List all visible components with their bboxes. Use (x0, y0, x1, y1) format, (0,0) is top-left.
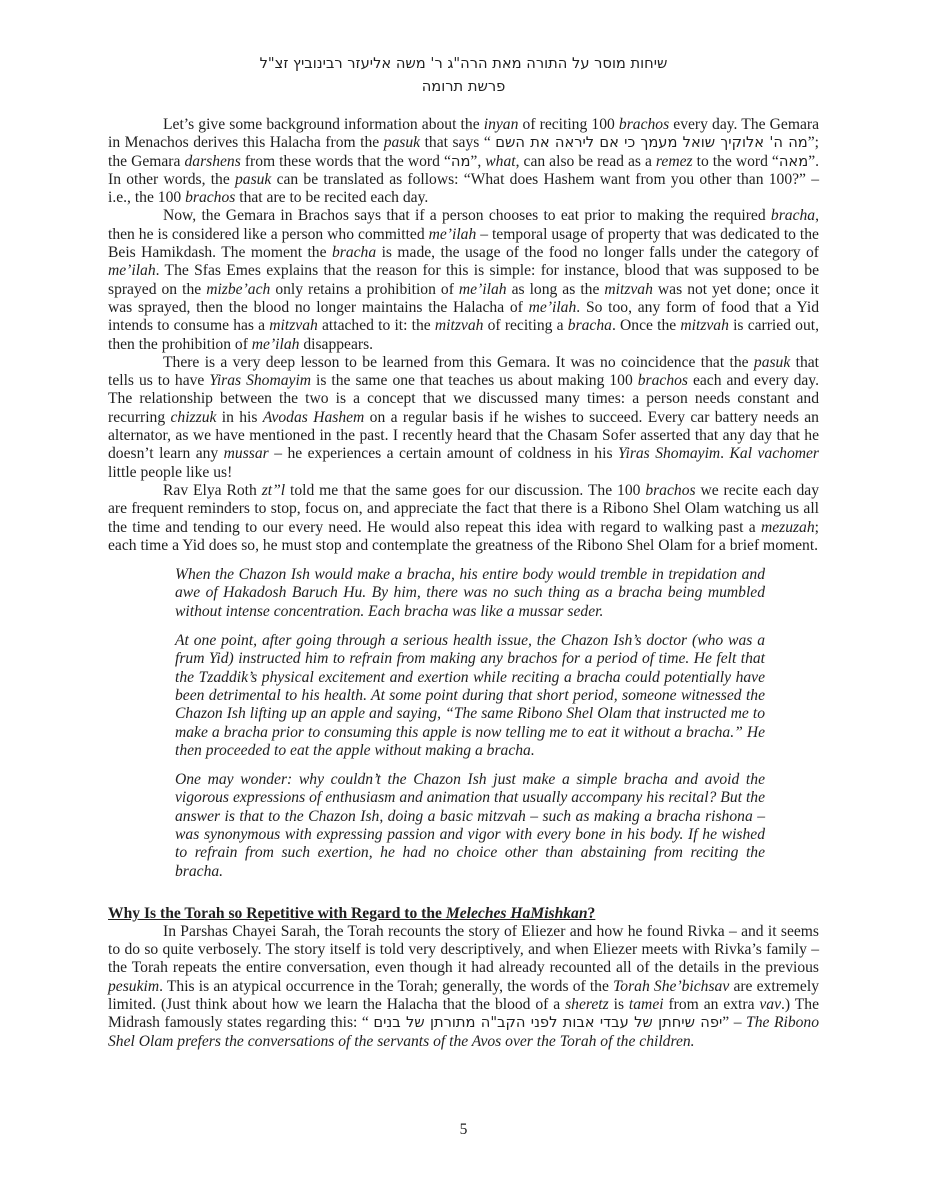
section-heading-meleches-hamishkan: Why Is the Torah so Repetitive with Regard to the Meleches HaMishkan? (108, 904, 596, 922)
paragraph-meilah: Now, the Gemara in Brachos says that if a person chooses to eat prior to making the required bracha, then he is considered like a person who committed me’ilah – temporal usage of property that was dedicated to the Beis Hamikdash. The moment the bracha is made, the usage of the food no longer falls under the category of me’ilah. The Sfas Emes explains that the reason for this is simple: for instance, blood that was supposed to be sprayed on the mizbe’ach only retains a prohibition of me’ilah as long as the mitzvah was not yet done; once it was sprayed, then the blood no longer maintains the Halacha of me’ilah. So too, any form of food that a Yid intends to consume has a mitzvah attached to it: the mitzvah of reciting a bracha. Once the mitzvah is carried out, then the prohibition of me’ilah disappears. (108, 207, 819, 353)
quote-chazon-ish-trembling: When the Chazon Ish would make a bracha, his entire body would tremble in trepidation and awe of Hakadosh Baruch Hu. By him, there was no such thing as a bracha being mumbled without intense concentration. Each bracha was like a mussar seder. (175, 566, 765, 620)
page-header (0, 52, 927, 98)
page-footer (0, 1121, 927, 1139)
document-title: שיחות מוסר על התורה מאת הרה"ג ר' משה אליעזר רבינוביץ זצ"ל (259, 55, 668, 72)
page-body (108, 116, 819, 1051)
parsha-title: פרשת תרומה (421, 78, 506, 95)
paragraph-eliezer-rivka: In Parshas Chayei Sarah, the Torah recounts the story of Eliezer and how he found Rivka – and it seems to do so quite verbosely. The story itself is told very descriptively, and when Eliezer meets with Rivka’s family – the Torah repeats the entire conversation, even though it had already recounted all of the details in the previous pesukim. This is an atypical occurrence in the Torah; generally, the words of the Torah She’bichsav are extremely limited. (Just think about how we learn the Halacha that the blood of a sheretz is tamei from an extra vav.) The Midrash famously states regarding this: “ יפה שיחתן של עבדי אבות לפני הקב"ה מתורתן של בנים” – The Ribono Shel Olam prefers the conversations of the servants of the Avos over the Torah of the children. (108, 922, 820, 1050)
paragraph-rav-elya-roth: Rav Elya Roth zt”l told me that the same goes for our discussion. The 100 brachos we recite each day are frequent reminders to stop, focus on, and appreciate the fact that there is a Ribono Shel Olam watching us all the time and tending to our every need. He would also repeat this idea with regard to walking past a mezuzah; each time a Yid does so, he must stop and contemplate the greatness of the Ribono Shel Olam for a brief moment. (108, 481, 819, 554)
page-number: 5 (459, 1121, 468, 1138)
paragraph-yiras-shomayim: There is a very deep lesson to be learned from this Gemara. It was no coincidence that the pasuk that tells us to have Yiras Shomayim is the same one that teaches us about making 100 brachos each and every day. The relationship between the two is a concept that we discussed many times: a person needs constant and recurring chizzuk in his Avodas Hashem on a regular basis if he wishes to succeed. Every car battery needs an alternator, as we have mentioned in the past. I recently heard that the Chasam Sofer asserted that any day that he doesn’t learn any mussar – he experiences a certain amount of coldness in his Yiras Shomayim. Kal vachomer little people like us! (108, 353, 819, 481)
paragraph-100-brachos-intro: Let’s give some background information about the inyan of reciting 100 brachos every day. The Gemara in Menachos derives this Halacha from the pasuk that says “ מה ה' אלוקיך שואל מעמך כי אם ליראה את השם”; the Gemara darshens from these words that the word “מה”, what, can also be read as a remez to the word “מאה”. In other words, the pasuk can be translated as follows: “What does Hashem want from you other than 100?” – i.e., the 100 brachos that are to be recited each day. (108, 116, 820, 207)
quote-chazon-ish-exertion: One may wonder: why couldn’t the Chazon Ish just make a simple bracha and avoid the vigorous expressions of enthusiasm and animation that usually accompany his recital? But the answer is that to the Chazon Ish, doing a basic mitzvah – such as making a bracha rishona – was synonymous with expressing passion and vigor with every bone in his body. If he wished to refrain from such exertion, he had no choice other than abstaining from reciting the bracha. (175, 771, 765, 880)
quote-chazon-ish-apple: At one point, after going through a serious health issue, the Chazon Ish’s doctor (who was a frum Yid) instructed him to refrain from making any brachos for a period of time. He felt that the Tzaddik’s physical excitement and exertion while reciting a bracha could potentially have been detrimental to his health. At some point during that short period, someone witnessed the Chazon Ish lifting up an apple and saying, “The same Ribono Shel Olam that instructed me to make a bracha prior to consuming this apple is now telling me to eat it without a bracha.” He then proceeded to eat the apple without making a bracha. (175, 632, 765, 759)
